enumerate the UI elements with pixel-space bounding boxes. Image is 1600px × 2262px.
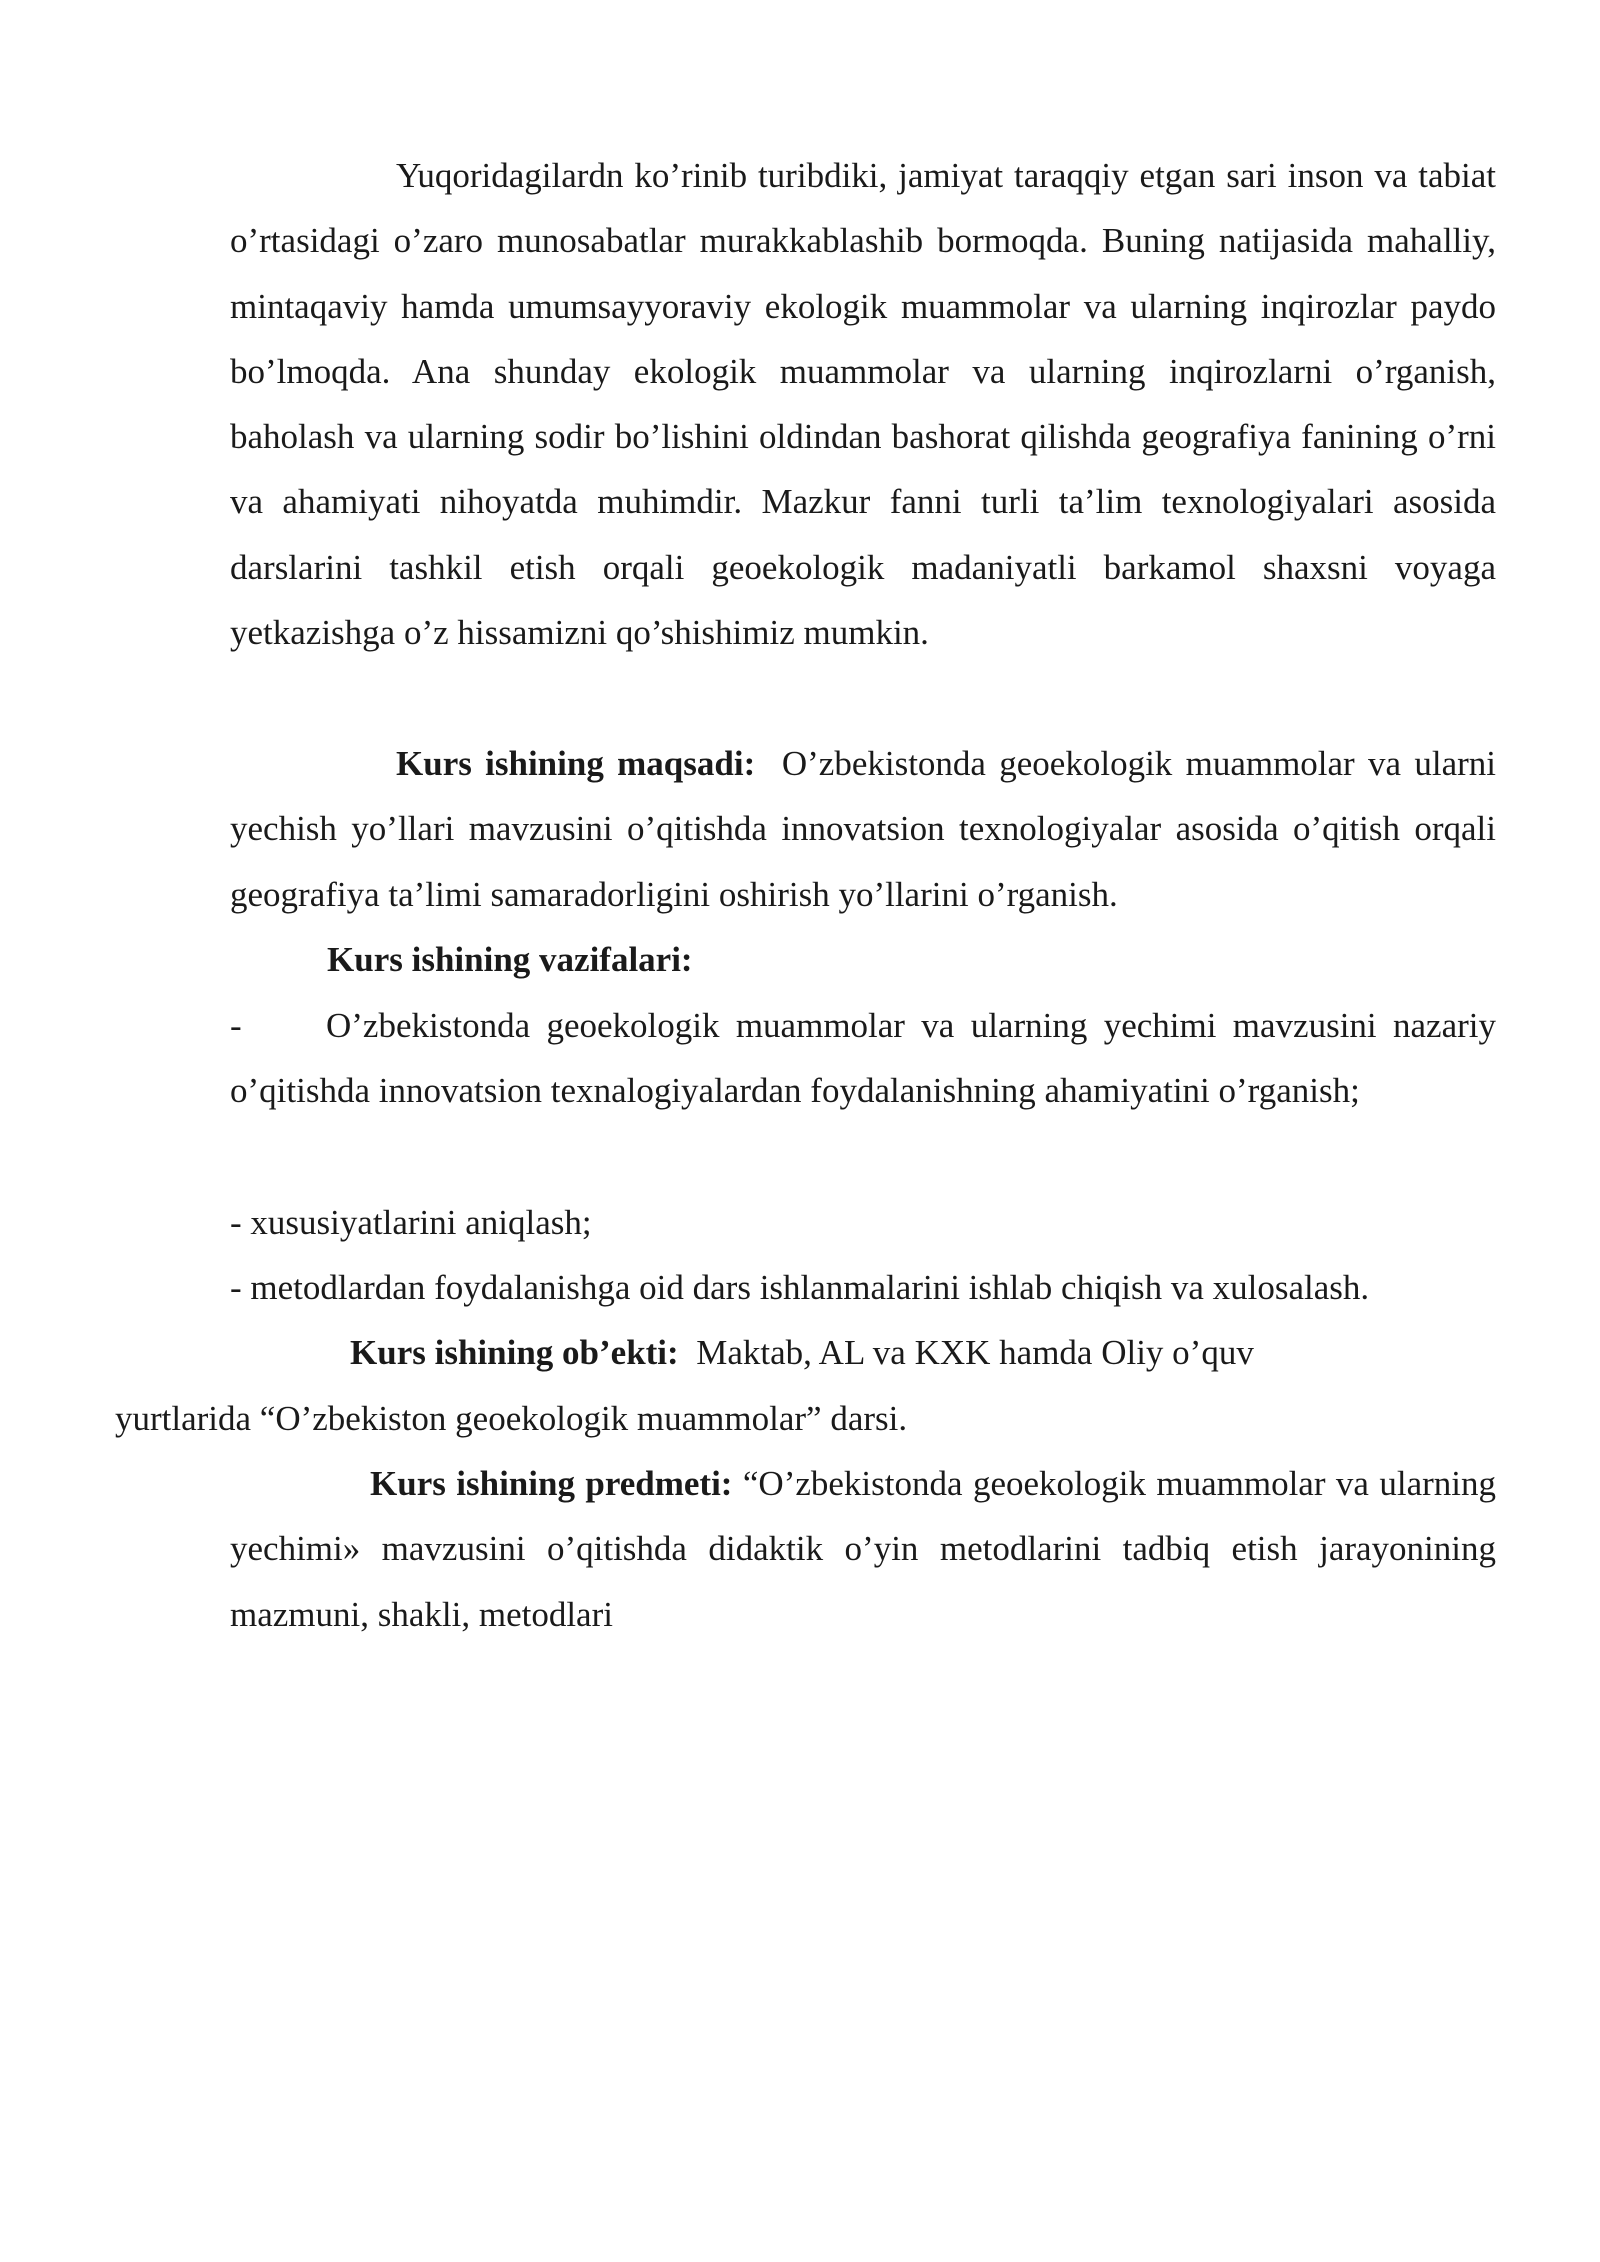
task-item-2: - xususiyatlarini aniqlash; [230, 1203, 592, 1242]
tasks-heading: Kurs ishining vazifalari: [327, 940, 693, 979]
intro-paragraph: Yuqoridagilardn ko’rinib turibdiki, jamiyat taraqqiy etgan sari inson va tabiat o’rtasidagi o’zaro munosabatlar murakkablashib bormoqda. Buning natijasida mahalliy, mintaqaviy hamda umumsayyoraviy ekologik muammolar va ularning inqirozlar paydo bo’lmoqda. Ana shunday ekologik muammolar va ularning inqirozlarni o’rganish, baholash va ularning sodir bo’lishini oldindan bashorat qilishda geografiya fanining o’rni va ahamiyati nihoyatda muhimdir. Mazkur fanni turli ta’lim texnologiyalari asosida darslarini tashkil etish orqali geoekologik madaniyatli barkamol shaxsni voyaga yetkazishga o’z hissamizni qo’shishimiz mumkin. [230, 156, 1496, 653]
object-text-line2: yurtlarida “O’zbekiston geoekologik muammolar” darsi. [115, 1399, 908, 1438]
task-item-3: - metodlardan foydalanishga oid dars ishlanmalarini ishlab chiqish va xulosalash. [230, 1268, 1370, 1307]
subject-text: “O’zbekistonda geoekologik muammolar va ularning yechimi» mavzusini o’qitishda didaktik o’yin metodlarini tadbiq etish jarayonining mazmuni, shakli, metodlari [230, 1464, 1497, 1634]
subject-paragraph [230, 1451, 1496, 1647]
object-label: Kurs ishining ob’ekti: [350, 1333, 679, 1372]
subject-label: Kurs ishining predmeti: [370, 1464, 733, 1503]
goal-label: Kurs ishining maqsadi: [396, 744, 756, 783]
task-item-1 [230, 993, 1496, 1124]
goal-text: O’zbekistonda geoekologik muammolar va ularni yechish yo’llari mavzusini o’qitishda innovatsion texnologiyalar asosida o’qitish orqali geografiya ta’limi samaradorligini oshirish yo’llarini o’rganish. [230, 744, 1497, 914]
task-dash: - [230, 1006, 242, 1045]
goal-paragraph [230, 731, 1496, 927]
object-text-line1: Maktab, AL va KXK hamda Oliy o’quv [696, 1333, 1254, 1372]
task-item-1-text: O’zbekistonda geoekologik muammolar va ularning yechimi mavzusini nazariy o’qitishda innovatsion texnalogiyalardan foydalanishning ahamiyatini o’rganish; [230, 1006, 1496, 1111]
object-paragraph [350, 1320, 1496, 1385]
